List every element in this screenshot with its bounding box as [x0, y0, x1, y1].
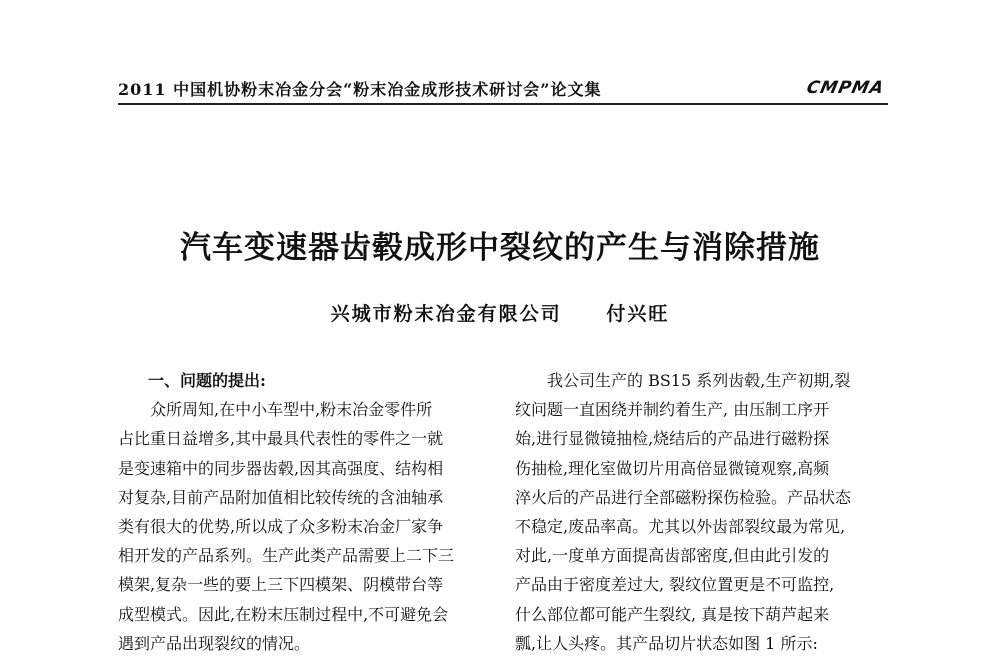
company-name: 兴城市粉末冶金有限公司 — [330, 303, 562, 325]
paragraph-line: 对复杂,目前产品附加值相比较传统的含油轴承 — [118, 487, 444, 507]
paragraph-line: 相开发的产品系列。生产此类产品需要上二下三 — [118, 546, 455, 566]
left-column — [118, 366, 490, 658]
paragraph-line: 类有很大的优势,所以成了众多粉末冶金厂家争 — [118, 516, 444, 536]
paragraph-line: 淬火后的产品进行全部磁粉探伤检验。产品状态 — [515, 487, 852, 507]
paragraph-line: 成型模式。因此,在粉末压制过程中,不可避免会 — [118, 604, 449, 624]
header-rule — [118, 103, 888, 105]
section-heading: 一、问题的提出: — [148, 371, 266, 390]
paragraph-line: 什么部位都可能产生裂纹, 真是按下葫芦起来 — [515, 604, 830, 624]
paragraph-line: 模架,复杂一些的要上三下四模架、阴模带台等 — [118, 575, 444, 595]
running-header — [118, 75, 888, 105]
paragraph-line: 是变速箱中的同步器齿毂,因其高强度、结构相 — [118, 458, 444, 478]
paragraph-line: 始,进行显微镜抽检,烧结后的产品进行磁粉探 — [515, 429, 830, 449]
paragraph-line: 瓢,让人头疼。其产品切片状态如图 1 所示: — [515, 633, 818, 653]
paragraph-line: 产品由于密度差过大, 裂纹位置更是不可监控, — [515, 575, 835, 595]
paragraph-line: 纹问题一直困绕并制约着生产, 由压制工序开 — [515, 400, 830, 420]
byline — [0, 299, 1000, 326]
author-name: 付兴旺 — [606, 303, 670, 325]
cmpma-logo: CMPMA — [804, 78, 887, 98]
paragraph-line: 对此,一度单方面提高齿部密度,但由此引发的 — [515, 546, 830, 566]
header-text: 2011 中国机协粉末冶金分会“粉末冶金成形技术研讨会”论文集 — [118, 80, 602, 99]
paragraph-line: 伤抽检,理化室做切片用高倍显微镜观察,高频 — [515, 458, 830, 478]
paragraph-line: 我公司生产的 BS15 系列齿毂,生产初期,裂 — [547, 371, 851, 390]
paragraph-line: 占比重日益增多,其中最具代表性的零件之一就 — [118, 429, 444, 449]
paragraph-line: 众所周知,在中小车型中,粉末冶金零件所 — [150, 400, 433, 420]
article-title: 汽车变速器齿毂成形中裂纹的产生与消除措施 — [180, 230, 820, 266]
paragraph-line: 遇到产品出现裂纹的情况。 — [118, 633, 311, 653]
right-column — [515, 366, 887, 658]
paragraph-line: 不稳定,废品率高。尤其以外齿部裂纹最为常见, — [515, 516, 846, 536]
